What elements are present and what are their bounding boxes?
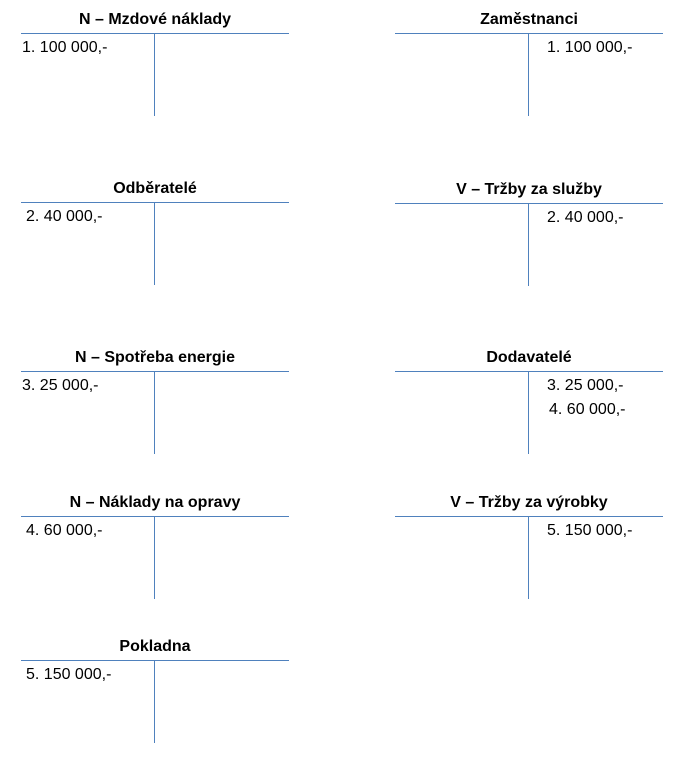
t-account-horizontal-line <box>21 202 289 203</box>
t-account-horizontal-line <box>395 371 663 372</box>
t-account <box>395 493 663 613</box>
account-title: Dodavatelé <box>486 349 572 366</box>
t-account <box>395 180 663 300</box>
account-title: V – Tržby za výrobky <box>450 494 608 511</box>
t-account-horizontal-line <box>21 516 289 517</box>
t-account-vertical-line <box>528 33 529 116</box>
t-account <box>395 348 663 468</box>
t-account <box>395 10 663 130</box>
account-title: Pokladna <box>119 638 191 655</box>
t-account-vertical-line <box>528 371 529 454</box>
t-account <box>21 179 289 299</box>
t-account-horizontal-line <box>21 33 289 34</box>
t-account-vertical-line <box>528 203 529 286</box>
account-title: Zaměstnanci <box>480 11 578 28</box>
account-title: N – Náklady na opravy <box>69 494 241 511</box>
debit-side <box>26 205 103 229</box>
credit-entry: 4. 60 000,- <box>549 401 626 418</box>
credit-side <box>547 36 632 60</box>
credit-entry: 5. 150 000,- <box>547 522 633 539</box>
debit-entry: 4. 60 000,- <box>26 522 103 539</box>
debit-entry: 2. 40 000,- <box>26 208 103 225</box>
t-account-horizontal-line <box>395 516 663 517</box>
t-account-vertical-line <box>154 660 155 743</box>
account-title: N – Mzdové náklady <box>78 11 232 28</box>
t-account-vertical-line <box>154 202 155 285</box>
t-account-vertical-line <box>528 516 529 599</box>
t-account <box>21 637 289 757</box>
debit-entry: 5. 150 000,- <box>26 666 112 683</box>
t-account-horizontal-line <box>21 660 289 661</box>
debit-side <box>26 519 103 543</box>
account-title: N – Spotřeba energie <box>74 349 236 366</box>
debit-side <box>22 36 107 60</box>
debit-side <box>26 663 111 687</box>
credit-entry: 2. 40 000,- <box>547 209 624 226</box>
account-title: V – Tržby za služby <box>456 181 602 198</box>
credit-entry: 1. 100 000,- <box>547 39 633 56</box>
t-account <box>21 348 289 468</box>
t-account-horizontal-line <box>395 203 663 204</box>
t-account <box>21 493 289 613</box>
debit-side <box>22 374 99 398</box>
t-account-vertical-line <box>154 516 155 599</box>
debit-entry: 1. 100 000,- <box>22 39 108 56</box>
t-account-vertical-line <box>154 371 155 454</box>
credit-entry: 3. 25 000,- <box>547 377 624 394</box>
account-title: Odběratelé <box>113 180 197 197</box>
credit-side <box>547 519 632 543</box>
debit-entry: 3. 25 000,- <box>22 377 99 394</box>
credit-side <box>547 206 624 230</box>
credit-side <box>547 374 626 422</box>
t-account <box>21 10 289 130</box>
t-account-horizontal-line <box>21 371 289 372</box>
t-account-vertical-line <box>154 33 155 116</box>
t-account-horizontal-line <box>395 33 663 34</box>
